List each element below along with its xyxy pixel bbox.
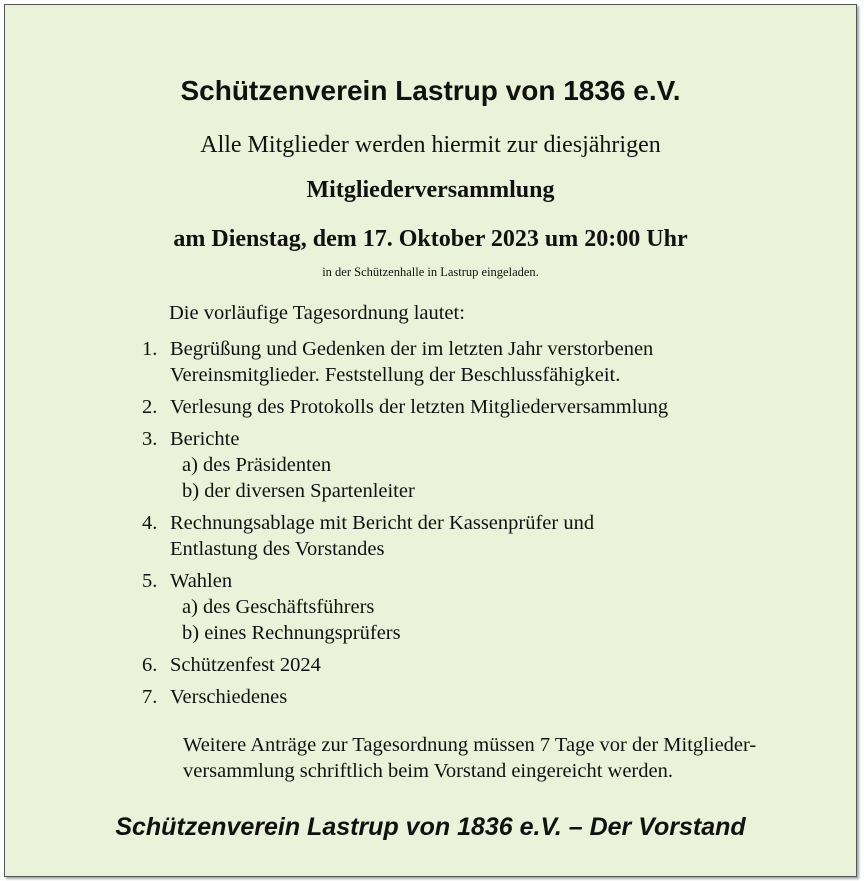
agenda-item-number: 3. bbox=[142, 428, 158, 450]
submission-note bbox=[183, 732, 756, 784]
agenda-item bbox=[142, 568, 668, 646]
agenda-item-number: 6. bbox=[142, 654, 158, 676]
agenda-item bbox=[142, 652, 668, 678]
agenda-item bbox=[142, 336, 668, 388]
agenda-item-text: Schützenfest 2024 bbox=[170, 654, 321, 676]
date-line: am Dienstag, dem 17. Oktober 2023 um 20:00 Uhr bbox=[173, 226, 688, 252]
page-title: Schützenverein Lastrup von 1836 e.V. bbox=[180, 75, 681, 106]
meeting-name: Mitgliederversammlung bbox=[306, 177, 555, 203]
agenda-list bbox=[142, 336, 668, 716]
agenda-item bbox=[142, 394, 668, 420]
agenda-item-number: 5. bbox=[142, 570, 158, 592]
agenda-subitem: b) eines Rechnungsprüfers bbox=[182, 622, 401, 644]
agenda-item-text: Begrüßung und Gedenken der im letzten Jahr verstorbenen bbox=[170, 338, 654, 360]
note-line: Weitere Anträge zur Tagesordnung müssen 7 Tage vor der Mitglieder- bbox=[183, 734, 757, 756]
agenda-item bbox=[142, 426, 668, 504]
footer-signature: Schützenverein Lastrup von 1836 e.V. – Der Vorstand bbox=[115, 813, 746, 841]
agenda-item-text: Wahlen bbox=[170, 570, 233, 592]
agenda-item-number: 4. bbox=[142, 512, 158, 534]
agenda-intro: Die vorläufige Tagesordnung lautet: bbox=[169, 302, 465, 324]
agenda-item-text: Verschiedenes bbox=[170, 686, 288, 708]
notice-card bbox=[4, 4, 857, 877]
agenda-item-number: 7. bbox=[142, 686, 158, 708]
note-line: versammlung schriftlich beim Vorstand eingereicht werden. bbox=[183, 760, 673, 782]
agenda-item-text: Verlesung des Protokolls der letzten Mitgliederversammlung bbox=[170, 396, 669, 418]
agenda-item bbox=[142, 510, 668, 562]
agenda-item-number: 2. bbox=[142, 396, 158, 418]
agenda-item bbox=[142, 684, 668, 710]
invite-line: Alle Mitglieder werden hiermit zur diesjährigen bbox=[200, 132, 661, 158]
agenda-subitem: b) der diversen Spartenleiter bbox=[182, 480, 415, 502]
agenda-item-text: Vereinsmitglieder. Feststellung der Beschlussfähigkeit. bbox=[170, 364, 621, 386]
agenda-item-number: 1. bbox=[142, 338, 158, 360]
agenda-item-text: Rechnungsablage mit Bericht der Kassenprüfer und bbox=[170, 512, 595, 534]
agenda-item-text: Entlastung des Vorstandes bbox=[170, 538, 385, 560]
location-line: in der Schützenhalle in Lastrup eingeladen. bbox=[322, 265, 539, 279]
agenda-item-text: Berichte bbox=[170, 428, 240, 450]
agenda-subitem: a) des Präsidenten bbox=[182, 454, 332, 476]
agenda-subitem: a) des Geschäftsführers bbox=[182, 596, 375, 618]
